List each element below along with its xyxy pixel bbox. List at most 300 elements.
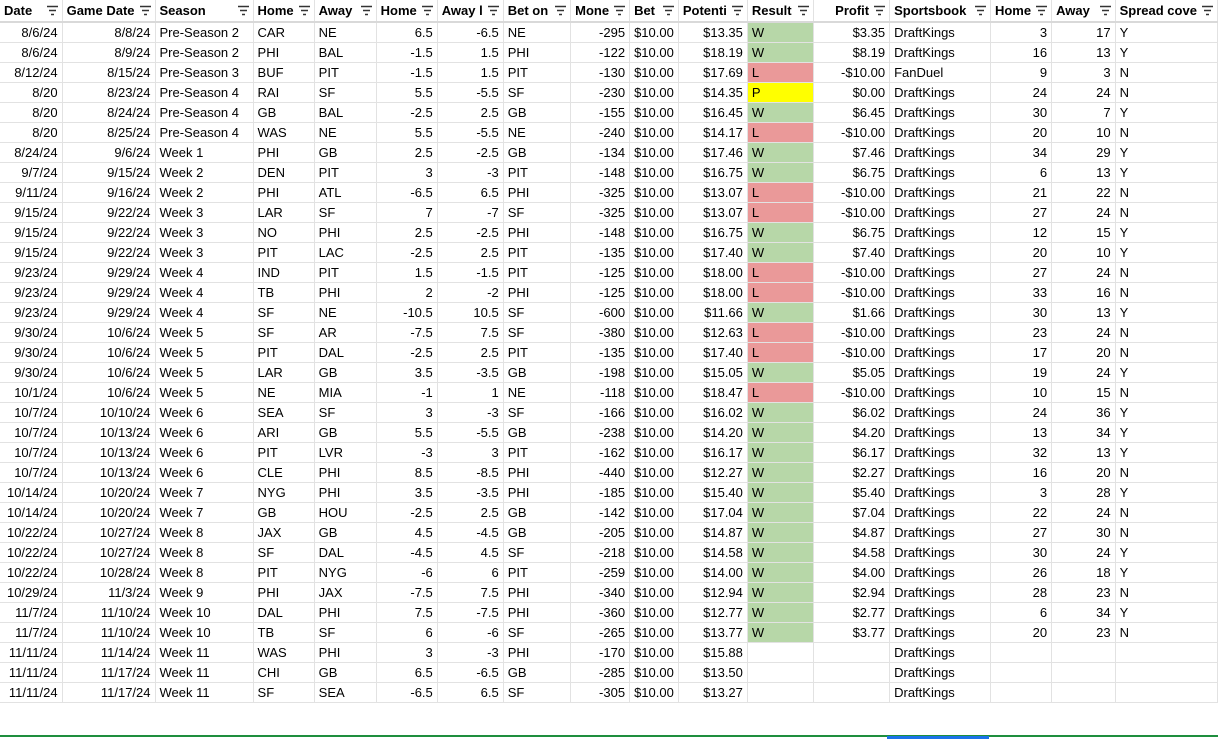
cell-bet-on[interactable]: GB — [503, 362, 570, 382]
cell-season[interactable]: Week 11 — [155, 662, 253, 682]
cell-result[interactable]: W — [747, 42, 813, 62]
cell-home-score[interactable]: 30 — [990, 102, 1051, 122]
cell-home-score[interactable]: 22 — [990, 502, 1051, 522]
cell-home-team[interactable]: SF — [253, 302, 314, 322]
cell-potential[interactable]: $18.00 — [678, 262, 747, 282]
cell-away-score[interactable] — [1052, 662, 1116, 682]
cell-away-team[interactable]: PHI — [314, 602, 376, 622]
cell-away-spread[interactable]: 6 — [437, 562, 503, 582]
cell-moneyline[interactable]: -295 — [571, 22, 630, 42]
cell-potential[interactable]: $14.17 — [678, 122, 747, 142]
cell-potential[interactable]: $12.27 — [678, 462, 747, 482]
cell-date[interactable]: 8/6/24 — [0, 42, 62, 62]
cell-bet[interactable]: $10.00 — [630, 82, 679, 102]
cell-result[interactable]: W — [747, 242, 813, 262]
cell-away-team[interactable]: SF — [314, 622, 376, 642]
cell-home-score[interactable] — [990, 662, 1051, 682]
cell-game-date[interactable]: 10/20/24 — [62, 502, 155, 522]
cell-home-team[interactable]: WAS — [253, 122, 314, 142]
cell-away-spread[interactable]: 2.5 — [437, 242, 503, 262]
cell-sportsbook[interactable]: DraftKings — [890, 502, 991, 522]
cell-bet-on[interactable]: PIT — [503, 162, 570, 182]
cell-season[interactable]: Week 4 — [155, 262, 253, 282]
cell-bet-on[interactable]: PHI — [503, 582, 570, 602]
cell-date[interactable]: 11/11/24 — [0, 682, 62, 702]
cell-potential[interactable]: $15.05 — [678, 362, 747, 382]
cell-date[interactable]: 11/7/24 — [0, 622, 62, 642]
cell-away-spread[interactable]: -3.5 — [437, 482, 503, 502]
cell-date[interactable]: 9/30/24 — [0, 362, 62, 382]
cell-result[interactable] — [747, 642, 813, 662]
column-header-away-score[interactable] — [1052, 0, 1116, 22]
cell-result[interactable]: W — [747, 162, 813, 182]
column-header-game-date[interactable] — [62, 0, 155, 22]
cell-sportsbook[interactable]: DraftKings — [890, 222, 991, 242]
cell-away-score[interactable]: 23 — [1052, 622, 1116, 642]
cell-potential[interactable]: $17.04 — [678, 502, 747, 522]
cell-sportsbook[interactable]: DraftKings — [890, 362, 991, 382]
cell-away-spread[interactable]: 7.5 — [437, 322, 503, 342]
cell-home-score[interactable]: 3 — [990, 482, 1051, 502]
cell-result[interactable] — [747, 662, 813, 682]
cell-home-score[interactable]: 32 — [990, 442, 1051, 462]
cell-potential[interactable]: $13.35 — [678, 22, 747, 42]
cell-profit[interactable] — [813, 642, 890, 662]
cell-home-score[interactable]: 24 — [990, 82, 1051, 102]
cell-bet-on[interactable]: PIT — [503, 442, 570, 462]
cell-profit[interactable]: $7.46 — [813, 142, 890, 162]
cell-spread-covered[interactable]: N — [1115, 342, 1217, 362]
cell-moneyline[interactable]: -360 — [571, 602, 630, 622]
cell-away-team[interactable]: SF — [314, 202, 376, 222]
cell-moneyline[interactable]: -238 — [571, 422, 630, 442]
cell-sportsbook[interactable]: DraftKings — [890, 102, 991, 122]
cell-potential[interactable]: $11.66 — [678, 302, 747, 322]
cell-game-date[interactable]: 10/27/24 — [62, 522, 155, 542]
cell-season[interactable]: Week 5 — [155, 342, 253, 362]
cell-home-score[interactable]: 24 — [990, 402, 1051, 422]
column-header-bet-on[interactable] — [503, 0, 570, 22]
cell-potential[interactable]: $14.87 — [678, 522, 747, 542]
cell-moneyline[interactable]: -122 — [571, 42, 630, 62]
cell-moneyline[interactable]: -600 — [571, 302, 630, 322]
cell-home-team[interactable]: DAL — [253, 602, 314, 622]
cell-result[interactable]: W — [747, 22, 813, 42]
cell-home-score[interactable]: 6 — [990, 162, 1051, 182]
cell-home-team[interactable]: SF — [253, 682, 314, 702]
cell-home-score[interactable] — [990, 642, 1051, 662]
cell-home-spread[interactable]: 6.5 — [376, 662, 437, 682]
cell-game-date[interactable]: 8/9/24 — [62, 42, 155, 62]
cell-season[interactable]: Week 2 — [155, 162, 253, 182]
cell-sportsbook[interactable]: DraftKings — [890, 382, 991, 402]
cell-bet-on[interactable]: GB — [503, 102, 570, 122]
cell-home-team[interactable]: PHI — [253, 582, 314, 602]
cell-home-spread[interactable]: 3.5 — [376, 362, 437, 382]
cell-bet-on[interactable]: GB — [503, 662, 570, 682]
cell-result[interactable]: L — [747, 62, 813, 82]
cell-potential[interactable]: $15.40 — [678, 482, 747, 502]
cell-game-date[interactable]: 8/25/24 — [62, 122, 155, 142]
cell-date[interactable]: 9/23/24 — [0, 302, 62, 322]
cell-date[interactable]: 9/30/24 — [0, 322, 62, 342]
cell-moneyline[interactable]: -340 — [571, 582, 630, 602]
cell-profit[interactable]: $7.40 — [813, 242, 890, 262]
cell-home-score[interactable]: 16 — [990, 42, 1051, 62]
cell-date[interactable]: 10/14/24 — [0, 502, 62, 522]
cell-potential[interactable]: $16.45 — [678, 102, 747, 122]
cell-away-spread[interactable]: 6.5 — [437, 182, 503, 202]
cell-away-score[interactable]: 22 — [1052, 182, 1116, 202]
cell-away-team[interactable]: NYG — [314, 562, 376, 582]
cell-season[interactable]: Week 2 — [155, 182, 253, 202]
cell-spread-covered[interactable]: N — [1115, 202, 1217, 222]
cell-home-spread[interactable]: -7.5 — [376, 582, 437, 602]
cell-profit[interactable]: $4.20 — [813, 422, 890, 442]
cell-bet[interactable]: $10.00 — [630, 242, 679, 262]
cell-sportsbook[interactable]: DraftKings — [890, 182, 991, 202]
cell-bet[interactable]: $10.00 — [630, 282, 679, 302]
cell-profit[interactable]: -$10.00 — [813, 262, 890, 282]
filter-icon[interactable] — [663, 5, 674, 16]
cell-sportsbook[interactable]: DraftKings — [890, 682, 991, 702]
cell-profit[interactable]: $5.05 — [813, 362, 890, 382]
cell-date[interactable]: 8/12/24 — [0, 62, 62, 82]
cell-game-date[interactable]: 10/10/24 — [62, 402, 155, 422]
cell-home-team[interactable]: TB — [253, 622, 314, 642]
cell-bet[interactable]: $10.00 — [630, 662, 679, 682]
cell-home-spread[interactable]: 1.5 — [376, 262, 437, 282]
cell-home-team[interactable]: BUF — [253, 62, 314, 82]
cell-season[interactable]: Week 5 — [155, 382, 253, 402]
cell-bet[interactable]: $10.00 — [630, 642, 679, 662]
cell-bet[interactable]: $10.00 — [630, 522, 679, 542]
cell-game-date[interactable]: 9/15/24 — [62, 162, 155, 182]
cell-potential[interactable]: $12.63 — [678, 322, 747, 342]
cell-bet-on[interactable]: PHI — [503, 222, 570, 242]
cell-game-date[interactable]: 9/22/24 — [62, 202, 155, 222]
cell-profit[interactable]: $0.00 — [813, 82, 890, 102]
cell-game-date[interactable]: 11/17/24 — [62, 662, 155, 682]
cell-date[interactable]: 9/15/24 — [0, 242, 62, 262]
cell-home-spread[interactable]: -1.5 — [376, 62, 437, 82]
cell-away-score[interactable]: 10 — [1052, 242, 1116, 262]
cell-season[interactable]: Week 1 — [155, 142, 253, 162]
column-header-date[interactable] — [0, 0, 62, 22]
cell-home-spread[interactable]: 5.5 — [376, 422, 437, 442]
cell-home-spread[interactable]: 3 — [376, 642, 437, 662]
cell-away-score[interactable]: 24 — [1052, 82, 1116, 102]
cell-home-team[interactable]: RAI — [253, 82, 314, 102]
cell-home-spread[interactable]: 7 — [376, 202, 437, 222]
cell-profit[interactable]: $6.75 — [813, 162, 890, 182]
cell-profit[interactable]: $8.19 — [813, 42, 890, 62]
cell-bet-on[interactable]: SF — [503, 322, 570, 342]
cell-home-team[interactable]: SF — [253, 322, 314, 342]
cell-potential[interactable]: $14.00 — [678, 562, 747, 582]
cell-sportsbook[interactable]: DraftKings — [890, 22, 991, 42]
cell-home-spread[interactable]: -4.5 — [376, 542, 437, 562]
cell-bet[interactable]: $10.00 — [630, 562, 679, 582]
cell-bet-on[interactable]: SF — [503, 542, 570, 562]
cell-profit[interactable]: $4.87 — [813, 522, 890, 542]
cell-profit[interactable]: -$10.00 — [813, 122, 890, 142]
cell-away-score[interactable]: 3 — [1052, 62, 1116, 82]
cell-bet[interactable]: $10.00 — [630, 362, 679, 382]
cell-result[interactable]: W — [747, 542, 813, 562]
column-header-away-spread[interactable] — [437, 0, 503, 22]
cell-potential[interactable]: $16.75 — [678, 162, 747, 182]
cell-potential[interactable]: $18.47 — [678, 382, 747, 402]
cell-date[interactable]: 8/20 — [0, 102, 62, 122]
cell-game-date[interactable]: 9/6/24 — [62, 142, 155, 162]
cell-date[interactable]: 8/24/24 — [0, 142, 62, 162]
cell-home-spread[interactable]: 3 — [376, 402, 437, 422]
cell-sportsbook[interactable]: DraftKings — [890, 302, 991, 322]
cell-away-spread[interactable]: -6 — [437, 622, 503, 642]
cell-home-score[interactable]: 27 — [990, 262, 1051, 282]
cell-game-date[interactable]: 9/29/24 — [62, 262, 155, 282]
column-header-moneyline[interactable] — [571, 0, 630, 22]
cell-home-score[interactable]: 17 — [990, 342, 1051, 362]
cell-away-score[interactable]: 13 — [1052, 162, 1116, 182]
cell-bet-on[interactable]: SF — [503, 402, 570, 422]
cell-date[interactable]: 10/7/24 — [0, 402, 62, 422]
cell-away-team[interactable]: PHI — [314, 282, 376, 302]
cell-moneyline[interactable]: -265 — [571, 622, 630, 642]
cell-home-spread[interactable]: 2.5 — [376, 222, 437, 242]
cell-game-date[interactable]: 8/8/24 — [62, 22, 155, 42]
cell-season[interactable]: Week 3 — [155, 242, 253, 262]
cell-home-team[interactable]: WAS — [253, 642, 314, 662]
cell-home-score[interactable]: 34 — [990, 142, 1051, 162]
cell-date[interactable]: 9/7/24 — [0, 162, 62, 182]
cell-date[interactable]: 8/20 — [0, 82, 62, 102]
cell-home-spread[interactable]: 2.5 — [376, 142, 437, 162]
cell-sportsbook[interactable]: DraftKings — [890, 562, 991, 582]
cell-game-date[interactable]: 9/22/24 — [62, 222, 155, 242]
cell-game-date[interactable]: 10/6/24 — [62, 322, 155, 342]
cell-potential[interactable]: $17.40 — [678, 242, 747, 262]
cell-spread-covered[interactable]: N — [1115, 382, 1217, 402]
cell-bet[interactable]: $10.00 — [630, 442, 679, 462]
cell-sportsbook[interactable]: DraftKings — [890, 642, 991, 662]
cell-moneyline[interactable]: -166 — [571, 402, 630, 422]
cell-away-score[interactable]: 13 — [1052, 302, 1116, 322]
column-header-profit[interactable] — [813, 0, 890, 22]
cell-date[interactable]: 10/7/24 — [0, 462, 62, 482]
cell-away-score[interactable]: 34 — [1052, 602, 1116, 622]
cell-home-team[interactable]: CLE — [253, 462, 314, 482]
cell-game-date[interactable]: 10/6/24 — [62, 382, 155, 402]
cell-season[interactable]: Week 7 — [155, 502, 253, 522]
cell-sportsbook[interactable]: DraftKings — [890, 422, 991, 442]
cell-away-spread[interactable]: -3 — [437, 642, 503, 662]
cell-home-team[interactable]: GB — [253, 502, 314, 522]
cell-sportsbook[interactable]: DraftKings — [890, 542, 991, 562]
cell-away-team[interactable]: SEA — [314, 682, 376, 702]
cell-away-score[interactable]: 18 — [1052, 562, 1116, 582]
cell-sportsbook[interactable]: DraftKings — [890, 262, 991, 282]
cell-spread-covered[interactable]: N — [1115, 262, 1217, 282]
cell-bet-on[interactable]: PHI — [503, 182, 570, 202]
cell-home-team[interactable]: PIT — [253, 242, 314, 262]
cell-home-spread[interactable]: 3 — [376, 162, 437, 182]
cell-date[interactable]: 11/11/24 — [0, 662, 62, 682]
cell-spread-covered[interactable]: N — [1115, 322, 1217, 342]
cell-profit[interactable]: $3.77 — [813, 622, 890, 642]
column-header-potential[interactable] — [678, 0, 747, 22]
cell-result[interactable]: W — [747, 422, 813, 442]
cell-away-team[interactable]: MIA — [314, 382, 376, 402]
cell-moneyline[interactable]: -440 — [571, 462, 630, 482]
cell-potential[interactable]: $13.07 — [678, 202, 747, 222]
cell-season[interactable]: Week 11 — [155, 682, 253, 702]
cell-profit[interactable]: -$10.00 — [813, 322, 890, 342]
cell-moneyline[interactable]: -285 — [571, 662, 630, 682]
cell-profit[interactable]: $6.75 — [813, 222, 890, 242]
cell-season[interactable]: Week 6 — [155, 442, 253, 462]
cell-profit[interactable]: $4.58 — [813, 542, 890, 562]
cell-potential[interactable]: $17.69 — [678, 62, 747, 82]
cell-bet-on[interactable]: PIT — [503, 242, 570, 262]
cell-profit[interactable]: $3.35 — [813, 22, 890, 42]
cell-away-spread[interactable]: -1.5 — [437, 262, 503, 282]
cell-away-score[interactable]: 13 — [1052, 442, 1116, 462]
cell-away-score[interactable]: 15 — [1052, 222, 1116, 242]
cell-bet-on[interactable]: GB — [503, 422, 570, 442]
cell-bet[interactable]: $10.00 — [630, 22, 679, 42]
cell-moneyline[interactable]: -305 — [571, 682, 630, 702]
cell-sportsbook[interactable]: DraftKings — [890, 482, 991, 502]
cell-spread-covered[interactable]: N — [1115, 622, 1217, 642]
filter-icon[interactable] — [47, 5, 58, 16]
cell-bet[interactable]: $10.00 — [630, 422, 679, 442]
cell-game-date[interactable]: 10/13/24 — [62, 442, 155, 462]
cell-spread-covered[interactable] — [1115, 642, 1217, 662]
cell-bet[interactable]: $10.00 — [630, 202, 679, 222]
cell-away-team[interactable]: PHI — [314, 222, 376, 242]
cell-season[interactable]: Week 6 — [155, 422, 253, 442]
cell-away-team[interactable]: PIT — [314, 62, 376, 82]
cell-date[interactable]: 10/22/24 — [0, 542, 62, 562]
cell-bet-on[interactable]: PHI — [503, 642, 570, 662]
cell-away-team[interactable]: JAX — [314, 582, 376, 602]
cell-result[interactable]: W — [747, 482, 813, 502]
cell-away-spread[interactable]: -3.5 — [437, 362, 503, 382]
cell-home-team[interactable]: DEN — [253, 162, 314, 182]
cell-away-spread[interactable]: 3 — [437, 442, 503, 462]
cell-season[interactable]: Pre-Season 2 — [155, 22, 253, 42]
cell-moneyline[interactable]: -148 — [571, 162, 630, 182]
cell-result[interactable] — [747, 682, 813, 702]
cell-bet-on[interactable]: PIT — [503, 62, 570, 82]
cell-result[interactable]: W — [747, 302, 813, 322]
cell-home-spread[interactable]: 5.5 — [376, 122, 437, 142]
cell-bet-on[interactable]: SF — [503, 302, 570, 322]
cell-season[interactable]: Week 8 — [155, 562, 253, 582]
cell-potential[interactable]: $14.20 — [678, 422, 747, 442]
cell-date[interactable]: 11/7/24 — [0, 602, 62, 622]
cell-game-date[interactable]: 11/10/24 — [62, 622, 155, 642]
cell-away-score[interactable]: 24 — [1052, 322, 1116, 342]
cell-moneyline[interactable]: -259 — [571, 562, 630, 582]
cell-away-score[interactable]: 20 — [1052, 342, 1116, 362]
cell-away-spread[interactable]: 2.5 — [437, 342, 503, 362]
cell-sportsbook[interactable]: DraftKings — [890, 82, 991, 102]
cell-home-team[interactable]: PIT — [253, 342, 314, 362]
cell-result[interactable]: W — [747, 622, 813, 642]
cell-profit[interactable]: -$10.00 — [813, 202, 890, 222]
cell-bet[interactable]: $10.00 — [630, 302, 679, 322]
filter-icon[interactable] — [299, 5, 310, 16]
cell-home-spread[interactable]: 4.5 — [376, 522, 437, 542]
cell-away-team[interactable]: HOU — [314, 502, 376, 522]
cell-sportsbook[interactable]: DraftKings — [890, 142, 991, 162]
cell-game-date[interactable]: 11/17/24 — [62, 682, 155, 702]
cell-away-score[interactable]: 36 — [1052, 402, 1116, 422]
cell-moneyline[interactable]: -118 — [571, 382, 630, 402]
cell-away-score[interactable] — [1052, 682, 1116, 702]
cell-potential[interactable]: $13.27 — [678, 682, 747, 702]
cell-bet-on[interactable]: GB — [503, 142, 570, 162]
column-header-home-spread[interactable] — [376, 0, 437, 22]
cell-profit[interactable]: $2.77 — [813, 602, 890, 622]
cell-home-team[interactable]: NE — [253, 382, 314, 402]
cell-away-score[interactable]: 24 — [1052, 542, 1116, 562]
cell-date[interactable]: 10/22/24 — [0, 522, 62, 542]
cell-home-score[interactable]: 23 — [990, 322, 1051, 342]
cell-away-score[interactable]: 30 — [1052, 522, 1116, 542]
cell-bet[interactable]: $10.00 — [630, 482, 679, 502]
cell-bet[interactable]: $10.00 — [630, 502, 679, 522]
cell-season[interactable]: Week 8 — [155, 542, 253, 562]
cell-home-team[interactable]: GB — [253, 102, 314, 122]
cell-result[interactable]: W — [747, 562, 813, 582]
cell-season[interactable]: Week 4 — [155, 282, 253, 302]
cell-away-score[interactable]: 10 — [1052, 122, 1116, 142]
cell-result[interactable]: W — [747, 522, 813, 542]
cell-bet-on[interactable]: GB — [503, 522, 570, 542]
cell-result[interactable]: W — [747, 142, 813, 162]
cell-date[interactable]: 10/7/24 — [0, 442, 62, 462]
cell-away-spread[interactable]: -6.5 — [437, 22, 503, 42]
cell-away-team[interactable]: ATL — [314, 182, 376, 202]
cell-sportsbook[interactable]: DraftKings — [890, 442, 991, 462]
cell-sportsbook[interactable]: DraftKings — [890, 462, 991, 482]
cell-away-score[interactable]: 17 — [1052, 22, 1116, 42]
cell-home-spread[interactable]: 8.5 — [376, 462, 437, 482]
cell-date[interactable]: 10/29/24 — [0, 582, 62, 602]
cell-away-team[interactable]: PHI — [314, 642, 376, 662]
cell-home-spread[interactable]: -6.5 — [376, 682, 437, 702]
cell-bet[interactable]: $10.00 — [630, 382, 679, 402]
cell-date[interactable]: 10/14/24 — [0, 482, 62, 502]
column-header-home-score[interactable] — [990, 0, 1051, 22]
cell-moneyline[interactable]: -142 — [571, 502, 630, 522]
cell-result[interactable]: W — [747, 582, 813, 602]
cell-away-team[interactable]: LAC — [314, 242, 376, 262]
cell-bet[interactable]: $10.00 — [630, 322, 679, 342]
cell-profit[interactable]: $4.00 — [813, 562, 890, 582]
filter-icon[interactable] — [798, 5, 809, 16]
cell-result[interactable]: W — [747, 402, 813, 422]
cell-game-date[interactable]: 9/29/24 — [62, 302, 155, 322]
cell-home-team[interactable]: LAR — [253, 362, 314, 382]
cell-home-spread[interactable]: -6.5 — [376, 182, 437, 202]
cell-spread-covered[interactable] — [1115, 682, 1217, 702]
cell-sportsbook[interactable]: DraftKings — [890, 202, 991, 222]
